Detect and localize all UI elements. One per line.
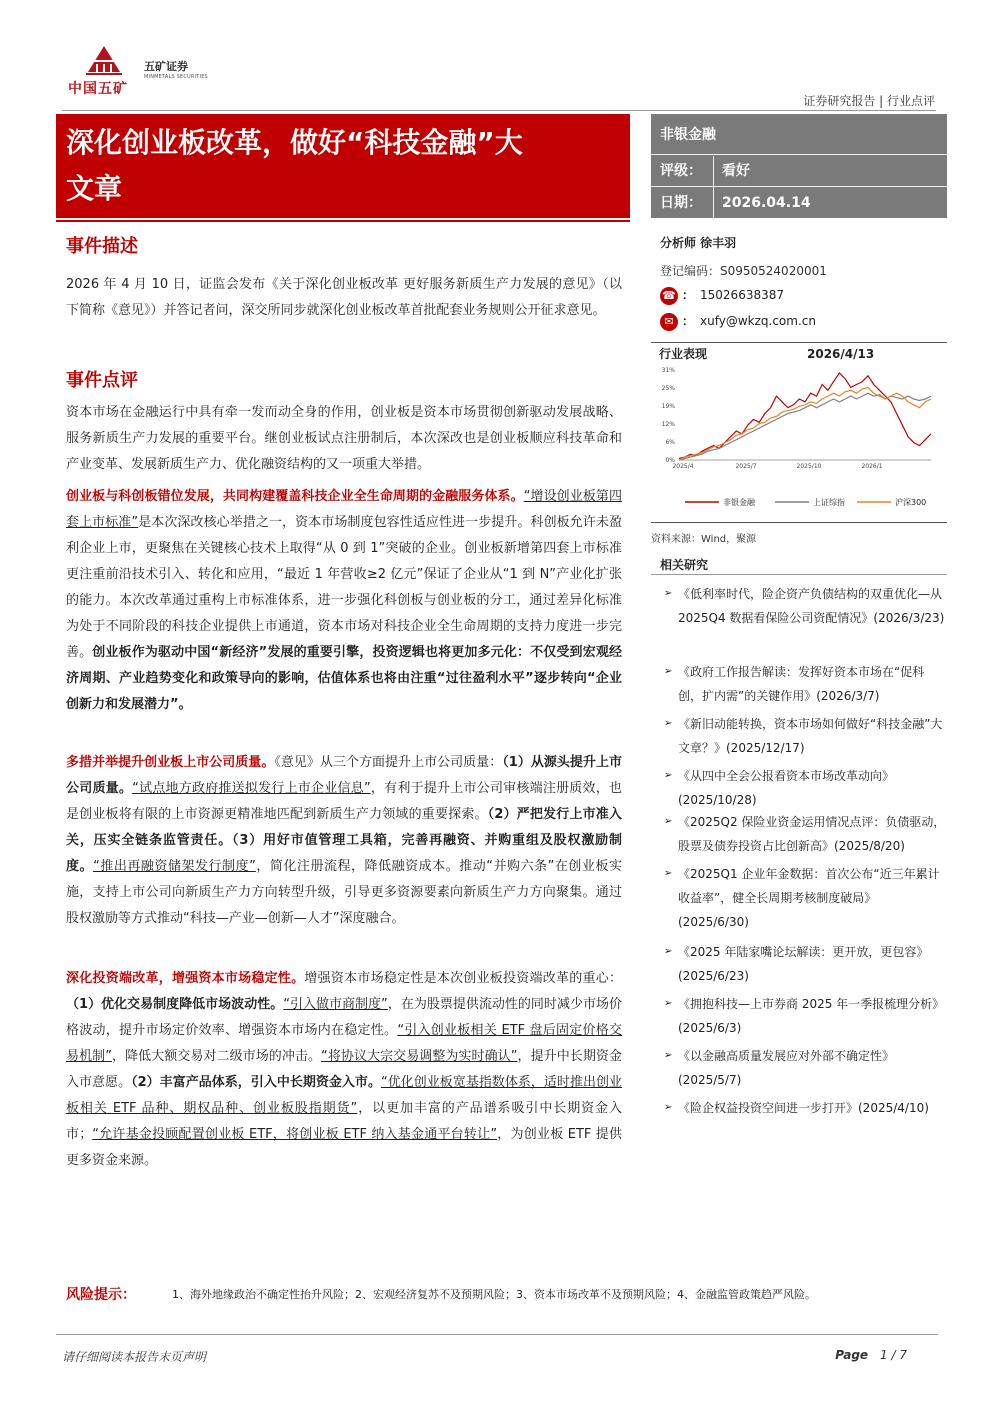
related-research-item[interactable] xyxy=(664,764,946,812)
analyst-email xyxy=(660,312,816,331)
title-underline xyxy=(56,220,630,222)
info-divider xyxy=(651,154,947,155)
related-research-heading: 相关研究 xyxy=(660,558,709,572)
info-divider xyxy=(651,186,947,187)
date-row xyxy=(660,188,940,218)
event-review-intro: 资本市场在金融运行中具有牵一发而动全身的作用，创业板是资本市场贯彻创新驱动发展战略、服务新质生产力发展的重要平台。继创业板试点注册制后，本次深改也是创业板顺应科技革命和产业变革、发展新质生产力、优化融资结构的又一项重大举措。 xyxy=(66,405,622,472)
industry-performance-svg xyxy=(651,342,947,522)
paragraph-text: ，为创业板 ETF 提供更多资金来源。 xyxy=(66,1127,622,1168)
x-tick-label: 2026/1 xyxy=(861,463,883,470)
arrow-bullet-icon: ➢ xyxy=(664,946,673,957)
paragraph-text: 是本次深改核心举措之一，资本市场制度包容性适应性进一步提升。科创板允许未盈利企业上市，更聚焦在关键核心技术上取得“从 0 到 1”突破的企业。创业板新增第四套上市标准更注重前沿技术引入、转化和应用，“最近 1 年营收≥2 亿元”保证了企业从“1 到 N”产业化扩张的能力。本次改革通过重构上市标准体系，进一步强化科创板与创业板的分工，通过差异化标准为处于不同阶段的科技企业提供上市通道，资本市场对科技企业全生命周期的支持力度进一步完善。 xyxy=(66,515,622,660)
underlined-quote: “试点地方政府推送拟发行上市企业信息” xyxy=(132,781,371,796)
underlined-quote: “增设创业板第四套上市标准” xyxy=(66,489,622,530)
y-tick-label: 31% xyxy=(661,367,675,374)
underlined-quote: “将协议大宗交易调整为实时确认” xyxy=(321,1049,518,1064)
legend-label: 沪深300 xyxy=(895,498,927,507)
analyst-registration: 登记编码：S0950524020001 xyxy=(660,264,827,278)
arrow-bullet-icon: ➢ xyxy=(664,588,673,599)
section-heading-event-review: 事件点评 xyxy=(66,370,138,391)
legend-label: 上证综指 xyxy=(813,498,845,507)
section-heading-event-desc: 事件描述 xyxy=(66,236,138,257)
email-icon: ✉ xyxy=(660,313,678,331)
related-research-title: 《2025Q2 保险业资金运用情况点评：负债驱动，股票及债券投资占比创新高》(2025/8/20) xyxy=(678,815,946,853)
paragraph-text: ，提升中长期资金入市意愿。 xyxy=(66,1049,622,1090)
analyst-phone xyxy=(660,286,784,305)
logo-securities-en: MINMETALS SECURITIES xyxy=(144,74,208,80)
analyst-name: 分析师 徐丰羽 xyxy=(660,236,737,250)
rating-value: 看好 xyxy=(722,163,750,179)
related-research-title: 《2025Q1 企业年金数据：首次公布“近三年累计收益率”，健全长周期考核制度破局》(2025/6/30) xyxy=(678,867,940,929)
related-research-title: 《险企权益投资空间进一步打开》(2025/4/10) xyxy=(678,1101,929,1115)
phone-colon: ： xyxy=(682,288,695,302)
logo-securities-name: 五矿证券 xyxy=(144,60,188,73)
x-tick-label: 2025/10 xyxy=(796,463,822,470)
report-title xyxy=(66,120,626,212)
footer-disclaimer: 请仔细阅读本报告末页声明 xyxy=(62,1350,207,1364)
paragraph-text: 增强资本市场稳定性是本次创业板投资端改革的重心： xyxy=(304,971,622,986)
related-research-title: 《2025 年陆家嘴论坛解读：更开放，更包容》(2025/6/23) xyxy=(678,945,929,983)
chart-date: 2026/4/13 xyxy=(807,347,875,361)
paragraph-bold: 创业板作为驱动中国“新经济”发展的重要引擎，投资逻辑也将更加多元化：不仅受到宏观经济周期、产业趋势变化和政策导向的影响，估值体系也将由注重“过往盈利水平”逐步转向“企业创新力和发展潜力”。 xyxy=(66,645,622,712)
related-research-title: 《低利率时代，险企资产负债结构的双重优化—从 2025Q4 数据看保险公司资配情况》(2026/3/23) xyxy=(678,587,945,625)
related-research-title: 《从四中全会公报看资本市场改革动向》(2025/10/28) xyxy=(678,769,895,807)
related-research-item[interactable] xyxy=(664,712,946,760)
rating-label: 评级： xyxy=(660,163,702,179)
y-tick-label: 19% xyxy=(661,403,675,410)
related-research-title: 《新旧动能转换，资本市场如何做好“科技金融”大文章？》(2025/12/17) xyxy=(678,717,943,755)
arrow-bullet-icon: ➢ xyxy=(664,718,673,729)
paragraph-head: 深化投资端改革，增强资本市场稳定性。 xyxy=(66,971,305,986)
minmetals-emblem-icon xyxy=(84,42,124,76)
related-research-item[interactable] xyxy=(664,862,946,934)
phone-number: 15026638387 xyxy=(700,288,784,302)
sector-name: 非银金融 xyxy=(660,127,716,143)
paragraph-listing-standards xyxy=(66,484,622,718)
arrow-bullet-icon: ➢ xyxy=(664,770,673,781)
paragraph-head: 多措并举提升创业板上市公司质量。 xyxy=(66,755,275,770)
related-research-item[interactable] xyxy=(664,1096,946,1120)
risk-text: 1、海外地缘政治不确定性抬升风险；2、宏观经济复苏不及预期风险；3、资本市场改革不及预期风险；4、金融监管政策趋严风险。 xyxy=(172,1288,816,1301)
paragraph-bold: （2）严把发行上市准入关，压实全链条监管责任。（3）用好市值管理工具箱，完善再融资、并购重组及股权激励制度。 xyxy=(66,807,622,874)
event-desc-paragraph: 2026 年 4 月 10 日，证监会发布《关于深化创业板改革 更好服务新质生产力发展的意见》（以下简称《意见》）并答记者问，深交所同步就深化创业板改革首批配套业务规则公开征求意见。 xyxy=(66,277,622,318)
related-research-title: 《政府工作报告解读：发挥好资本市场在“促科创，扩内需”的关键作用》(2026/3/7) xyxy=(678,665,925,703)
email-address[interactable]: xufy@wkzq.com.cn xyxy=(700,314,816,328)
underlined-quote: “引入创业板相关 ETF 盘后固定价格交易机制” xyxy=(66,1023,622,1064)
phone-icon: ☎ xyxy=(660,287,678,305)
related-research-title: 《拥抱科技—上市券商 2025 年一季报梳理分析》(2025/6/3) xyxy=(678,997,945,1035)
underlined-quote: “推出再融资储架发行制度” xyxy=(93,859,256,874)
related-research-item[interactable] xyxy=(664,660,946,708)
report-title-line2: 文章 xyxy=(66,172,123,205)
arrow-bullet-icon: ➢ xyxy=(664,816,673,827)
x-tick-label: 2025/7 xyxy=(735,463,757,470)
underlined-quote: “优化创业板宽基指数体系，适时推出创业板相关 ETF 品种、期权品种、创业板股指期货” xyxy=(66,1075,622,1116)
industry-performance-chart xyxy=(651,342,947,522)
x-tick-label: 2025/4 xyxy=(672,463,694,470)
paragraph-text: ，有利于提升上市公司审核端注册质效，也是创业板将有限的上市资源更精准地匹配到新质生产力领域的重要探索。 xyxy=(66,781,622,822)
sector-row xyxy=(660,120,716,150)
paragraph-investment-reform xyxy=(66,966,622,1174)
related-divider xyxy=(651,574,947,575)
paragraph-bold: （1）优化交易制度降低市场波动性。 xyxy=(66,997,284,1012)
related-research-item[interactable] xyxy=(664,810,946,858)
paragraph-head: 创业板与科创板错位发展，共同构建覆盖科技企业全生命周期的金融服务体系。 xyxy=(66,489,524,504)
underlined-quote: “允许基金投顾配置创业板 ETF，将创业板 ETF 纳入基金通平台转让” xyxy=(92,1127,498,1142)
paragraph-text: ，以更加丰富的产品谱系吸引中长期资金入市； xyxy=(66,1101,622,1142)
y-tick-label: 0% xyxy=(665,457,675,464)
arrow-bullet-icon: ➢ xyxy=(664,1050,673,1061)
y-tick-label: 12% xyxy=(661,421,675,428)
header-divider xyxy=(62,110,936,111)
report-title-line1: 深化创业板改革，做好“科技金融”大 xyxy=(66,126,523,159)
page-label: Page xyxy=(835,1348,869,1362)
underlined-quote: “引入做市商制度” xyxy=(283,997,388,1012)
rating-row xyxy=(660,156,940,186)
logo-cn-name: 中国五矿 xyxy=(68,81,128,97)
page-indicator xyxy=(835,1348,907,1362)
date-value: 2026.04.14 xyxy=(722,195,811,211)
paragraph-text: ，在为股票提供流动性的同时减少市场价格波动，提升市场定价效率、增强资本市场内在稳定性。 xyxy=(66,997,622,1038)
arrow-bullet-icon: ➢ xyxy=(664,666,673,677)
paragraph-bold: （2）丰富产品体系，引入中长期资金入市。 xyxy=(131,1075,381,1090)
paragraph-company-quality xyxy=(66,750,622,932)
related-research-item[interactable] xyxy=(664,940,946,988)
chart-title: 行业表现 xyxy=(659,347,708,361)
related-research-item[interactable] xyxy=(664,582,946,630)
report-type: 证券研究报告 | 行业点评 xyxy=(803,94,935,108)
email-colon: ： xyxy=(682,314,695,328)
related-research-title: 《以金融高质量发展应对外部不确定性》(2025/5/7) xyxy=(678,1049,895,1087)
related-research-item[interactable] xyxy=(664,992,946,1040)
risk-label: 风险提示： xyxy=(66,1287,136,1303)
chart-source: 资料来源：Wind，聚源 xyxy=(651,534,757,545)
y-tick-label: 25% xyxy=(661,385,675,392)
paragraph-text: ，简化注册流程，降低融资成本。推动“并购六条”在创业板实施，支持上市公司向新质生产力方向转型升级，引导更多资源要素向新质生产力方向聚集。通过股权激励等方式推动“科技—产业—创新—人才”深度融合。 xyxy=(66,859,622,926)
footer-divider xyxy=(56,1334,938,1335)
company-logo xyxy=(62,40,212,100)
arrow-bullet-icon: ➢ xyxy=(664,1102,673,1113)
date-label: 日期： xyxy=(660,195,702,211)
paragraph-text: ，降低大额交易对二级市场的冲击。 xyxy=(111,1049,322,1064)
y-tick-label: 6% xyxy=(665,439,675,446)
paragraph-text: 《意见》从三个方面提升上市公司质量： xyxy=(274,755,503,770)
series-line xyxy=(679,393,931,460)
legend-label: 非银金融 xyxy=(723,498,755,507)
arrow-bullet-icon: ➢ xyxy=(664,998,673,1009)
page-number: 1 / 7 xyxy=(880,1348,907,1362)
info-vdivider xyxy=(713,156,714,218)
paragraph-bold: （1）从源头提升上市公司质量。 xyxy=(66,755,622,796)
related-research-item[interactable] xyxy=(664,1044,946,1092)
chart-bottom-rule xyxy=(651,522,947,523)
arrow-bullet-icon: ➢ xyxy=(664,868,673,879)
